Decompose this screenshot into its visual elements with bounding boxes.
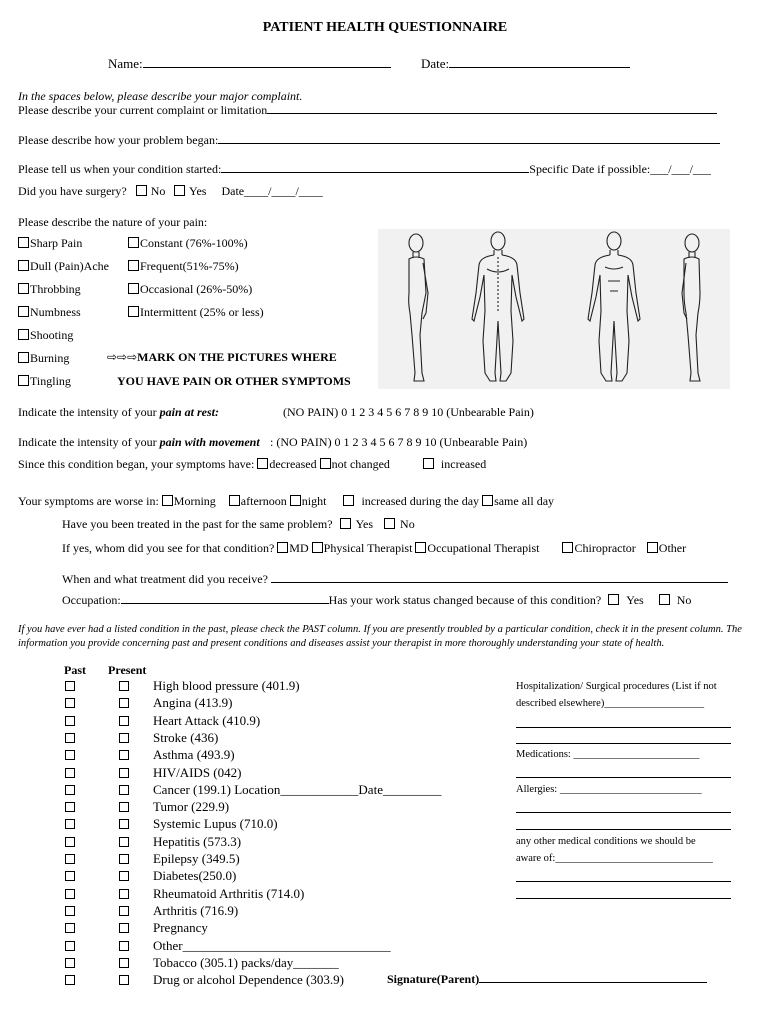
since-row bbox=[18, 457, 486, 472]
intensity-rest-row bbox=[18, 405, 219, 420]
other-label: Other bbox=[658, 541, 687, 555]
intensity-rest-scale[interactable]: (NO PAIN) 0 1 2 3 4 5 6 7 8 9 10 (Unbearable Pain) bbox=[283, 405, 534, 419]
md-checkbox[interactable] bbox=[277, 542, 288, 553]
condition-label: Asthma (493.9) bbox=[153, 747, 235, 763]
pain-type-label: Dull (Pain)Ache bbox=[30, 259, 109, 273]
condition-label: Tumor (229.9) bbox=[153, 799, 230, 815]
work-no-label: No bbox=[676, 593, 692, 607]
present-checkbox[interactable] bbox=[119, 802, 129, 812]
name-line bbox=[143, 67, 391, 68]
past-checkbox[interactable] bbox=[65, 733, 75, 743]
past-checkbox[interactable] bbox=[65, 698, 75, 708]
pain-freq-label: Intermittent (25% or less) bbox=[140, 305, 264, 319]
treated-label: Have you been treated in the past for the same problem? bbox=[62, 517, 333, 531]
pain-type-label: Tingling bbox=[30, 374, 71, 388]
occupation-row bbox=[62, 593, 691, 608]
history-note: If you have ever had a listed condition in the past, please check the PAST column. If you are presently troubled by a particular condition, check it in the present column. The information you provide concerning past and present conditions and diseases assist your therapist in more thoroughly understanding your state of health. bbox=[18, 624, 742, 649]
body-figures-icon bbox=[378, 229, 730, 389]
pain-type-item[interactable] bbox=[18, 374, 71, 389]
pain-type-label: Sharp Pain bbox=[30, 236, 83, 250]
condition-label: Diabetes(250.0) bbox=[153, 868, 237, 884]
past-checkbox[interactable] bbox=[65, 941, 75, 951]
checkbox[interactable] bbox=[128, 260, 139, 271]
mark-instruction-line2: YOU HAVE PAIN OR OTHER SYMPTOMS bbox=[117, 374, 351, 388]
present-checkbox[interactable] bbox=[119, 698, 129, 708]
past-checkbox[interactable] bbox=[65, 871, 75, 881]
pain-type-item[interactable] bbox=[18, 282, 81, 297]
condition-label: Cancer (199.1) Location____________Date_________ bbox=[153, 781, 442, 797]
condition-label: Epilepsy (349.5) bbox=[153, 851, 240, 866]
complaint-label: Please describe your current complaint or limitation bbox=[18, 103, 268, 117]
signature-field[interactable] bbox=[387, 972, 707, 987]
checkbox[interactable] bbox=[18, 237, 29, 248]
signature-label: Signature(Parent) bbox=[387, 972, 480, 986]
increased-label: increased bbox=[440, 457, 487, 471]
pain-type-label: Burning bbox=[30, 351, 70, 365]
present-checkbox[interactable] bbox=[119, 733, 129, 743]
condition-label: Heart Attack (410.9) bbox=[153, 712, 261, 728]
past-checkbox[interactable] bbox=[65, 681, 75, 691]
past-checkbox[interactable] bbox=[65, 802, 75, 812]
treated-no-checkbox[interactable] bbox=[384, 518, 395, 529]
morning-checkbox[interactable] bbox=[162, 495, 173, 506]
decreased-label: decreased bbox=[269, 457, 317, 471]
past-checkbox[interactable] bbox=[65, 889, 75, 899]
past-checkbox[interactable] bbox=[65, 819, 75, 829]
pt-checkbox[interactable] bbox=[312, 542, 323, 553]
present-checkbox[interactable] bbox=[119, 837, 129, 847]
past-checkbox[interactable] bbox=[65, 975, 75, 985]
mark-text: MARK ON THE PICTURES WHERE bbox=[137, 350, 337, 364]
body-side-left-icon bbox=[409, 234, 428, 381]
condition-label: Stroke (436) bbox=[153, 729, 219, 745]
whom-label: If yes, whom did you see for that condition? bbox=[62, 541, 275, 555]
increased-day-label: increased during the day bbox=[361, 494, 480, 508]
whom-row bbox=[62, 541, 686, 556]
past-checkbox[interactable] bbox=[65, 716, 75, 726]
began-label: Please describe how your problem began: bbox=[18, 133, 219, 147]
not-changed-label: not changed bbox=[331, 457, 390, 471]
occupation-label: Occupation: bbox=[62, 593, 121, 607]
condition-label: Drug or alcohol Dependence (303.9) bbox=[153, 972, 344, 988]
condition-label: Pregnancy bbox=[153, 920, 208, 936]
present-checkbox[interactable] bbox=[119, 889, 129, 899]
hosp-label: Hospitalization/ Surgical procedures (List if not bbox=[516, 681, 717, 692]
present-checkbox[interactable] bbox=[119, 854, 129, 864]
checkbox[interactable] bbox=[18, 260, 29, 271]
signature-line bbox=[479, 982, 707, 983]
surgery-label: Did you have surgery? bbox=[18, 184, 127, 198]
past-checkbox[interactable] bbox=[65, 768, 75, 778]
surgery-yes-label: Yes bbox=[188, 184, 207, 198]
present-checkbox[interactable] bbox=[119, 819, 129, 829]
night-label: night bbox=[301, 494, 327, 508]
ot-checkbox[interactable] bbox=[415, 542, 426, 553]
name-label: Name: bbox=[108, 56, 143, 71]
present-checkbox[interactable] bbox=[119, 750, 129, 760]
pain-type-label: Numbness bbox=[30, 305, 81, 319]
afternoon-label: afternoon bbox=[240, 494, 287, 508]
other-checkbox[interactable] bbox=[647, 542, 658, 553]
chiro-label: Chiropractor bbox=[574, 541, 636, 555]
worse-label: Your symptoms are worse in: bbox=[18, 494, 159, 508]
treatment-field[interactable] bbox=[62, 572, 728, 587]
present-checkbox[interactable] bbox=[119, 975, 129, 985]
condition-label: Tobacco (305.1) packs/day_______ bbox=[153, 954, 339, 970]
past-checkbox[interactable] bbox=[65, 854, 75, 864]
present-checkbox[interactable] bbox=[119, 768, 129, 778]
body-diagram[interactable] bbox=[378, 229, 730, 389]
checkbox[interactable] bbox=[128, 306, 139, 317]
medications-field[interactable]: Medications: ________________________ bbox=[516, 749, 700, 760]
body-back-icon bbox=[472, 232, 524, 381]
checkbox[interactable] bbox=[18, 306, 29, 317]
condition-label: Other________________________________ bbox=[153, 937, 391, 953]
work-yes-label: Yes bbox=[626, 593, 644, 607]
past-checkbox[interactable] bbox=[65, 785, 75, 795]
surgery-row bbox=[18, 184, 323, 199]
other-conditions-label: any other medical conditions we should be bbox=[516, 836, 696, 847]
pt-label: Physical Therapist bbox=[323, 541, 413, 555]
intensity-move-label: Indicate the intensity of your bbox=[18, 435, 160, 449]
allergies-field[interactable]: Allergies: ___________________________ bbox=[516, 784, 702, 795]
occupation-line[interactable] bbox=[121, 603, 329, 604]
pain-freq-label: Frequent(51%-75%) bbox=[140, 259, 239, 273]
checkbox[interactable] bbox=[128, 237, 139, 248]
past-checkbox[interactable] bbox=[65, 958, 75, 968]
condition-label: Arthritis (716.9) bbox=[153, 902, 239, 918]
treatment-line bbox=[271, 582, 728, 583]
pain-freq-item[interactable] bbox=[128, 282, 252, 297]
date-label: Date: bbox=[421, 56, 450, 71]
other-conditions-field[interactable]: aware of:______________________________ bbox=[516, 853, 713, 864]
name-field[interactable] bbox=[108, 56, 391, 72]
md-label: MD bbox=[289, 541, 309, 555]
pain-freq-label: Occasional (26%-50%) bbox=[140, 282, 253, 296]
past-checkbox[interactable] bbox=[65, 750, 75, 760]
condition-label: Rheumatoid Arthritis (714.0) bbox=[153, 885, 305, 901]
past-checkbox[interactable] bbox=[65, 906, 75, 916]
other-conditions-line-1[interactable] bbox=[516, 881, 731, 882]
began-field[interactable] bbox=[18, 133, 720, 148]
checkbox[interactable] bbox=[18, 352, 29, 363]
treated-yes-label: Yes bbox=[355, 517, 374, 531]
specific-date-label: Specific Date if possible:___/___/___ bbox=[529, 162, 711, 176]
intensity-rest-label: Indicate the intensity of your bbox=[18, 405, 160, 419]
body-side-right-icon bbox=[682, 234, 700, 381]
past-checkbox[interactable] bbox=[65, 837, 75, 847]
date-line bbox=[449, 67, 630, 68]
present-checkbox[interactable] bbox=[119, 958, 129, 968]
intensity-move-scale[interactable]: : (NO PAIN) 0 1 2 3 4 5 6 7 8 9 10 (Unbearable Pain) bbox=[270, 435, 528, 449]
allergies-line-1[interactable] bbox=[516, 812, 731, 813]
pain-type-item[interactable] bbox=[18, 351, 69, 366]
condition-label: Hepatitis (573.3) bbox=[153, 833, 242, 849]
increased-checkbox[interactable] bbox=[423, 458, 434, 469]
pain-type-label: Throbbing bbox=[30, 282, 81, 296]
condition-label: HIV/AIDS (042) bbox=[153, 764, 242, 780]
complaint-field[interactable] bbox=[18, 103, 717, 118]
not-changed-checkbox[interactable] bbox=[320, 458, 331, 469]
since-label: Since this condition began, your symptoms have: bbox=[18, 457, 255, 471]
hosp-line-2[interactable] bbox=[516, 743, 731, 744]
present-checkbox[interactable] bbox=[119, 785, 129, 795]
chiro-checkbox[interactable] bbox=[562, 542, 573, 553]
nature-label: Please describe the nature of your pain: bbox=[18, 215, 208, 229]
surgery-no-label: No bbox=[150, 184, 166, 198]
checkbox[interactable] bbox=[18, 375, 29, 386]
past-column-header: Past bbox=[64, 663, 86, 677]
mark-instruction-line1 bbox=[107, 350, 337, 365]
work-status-label: Has your work status changed because of this condition? bbox=[328, 593, 602, 607]
other-conditions-line-2[interactable] bbox=[516, 898, 731, 899]
morning-label: Morning bbox=[173, 494, 216, 508]
started-label: Please tell us when your condition started: bbox=[18, 162, 222, 176]
condition-label: Angina (413.9) bbox=[153, 695, 233, 711]
treatment-label: When and what treatment did you receive? bbox=[62, 572, 271, 586]
past-checkbox[interactable] bbox=[65, 923, 75, 933]
surgery-no-checkbox[interactable] bbox=[136, 185, 147, 196]
body-front-icon bbox=[588, 232, 640, 381]
present-checkbox[interactable] bbox=[119, 871, 129, 881]
treated-no-label: No bbox=[400, 517, 415, 531]
treated-row bbox=[62, 517, 415, 532]
intro-text: In the spaces below, please describe your major complaint. bbox=[18, 89, 303, 103]
began-line bbox=[218, 143, 720, 144]
intensity-move-em: pain with movement bbox=[159, 435, 260, 449]
present-checkbox[interactable] bbox=[119, 716, 129, 726]
condition-label: High blood pressure (401.9) bbox=[153, 678, 300, 693]
treated-yes-checkbox[interactable] bbox=[340, 518, 351, 529]
checkbox[interactable] bbox=[18, 283, 29, 294]
condition-label: Systemic Lupus (710.0) bbox=[153, 816, 278, 832]
work-no-checkbox[interactable] bbox=[659, 594, 670, 605]
pain-type-item[interactable] bbox=[18, 328, 73, 343]
night-checkbox[interactable] bbox=[290, 495, 301, 506]
present-checkbox[interactable] bbox=[119, 681, 129, 691]
increased-day-checkbox[interactable] bbox=[343, 495, 354, 506]
pain-type-item[interactable] bbox=[18, 305, 81, 320]
afternoon-checkbox[interactable] bbox=[229, 495, 240, 506]
checkbox[interactable] bbox=[18, 329, 29, 340]
present-checkbox[interactable] bbox=[119, 906, 129, 916]
pain-freq-item[interactable] bbox=[128, 236, 248, 251]
medications-line[interactable] bbox=[516, 777, 731, 778]
work-yes-checkbox[interactable] bbox=[608, 594, 619, 605]
pain-type-label: Shooting bbox=[30, 328, 74, 342]
pain-freq-item[interactable] bbox=[128, 259, 239, 274]
arrow-right-icon: ⇨⇨⇨ bbox=[107, 350, 138, 364]
present-checkbox[interactable] bbox=[119, 923, 129, 933]
hosp-field[interactable]: described elsewhere)___________________ bbox=[516, 698, 705, 709]
allergies-line-2[interactable] bbox=[516, 829, 731, 830]
pain-type-item[interactable] bbox=[18, 259, 109, 274]
started-line bbox=[221, 172, 529, 173]
same-day-checkbox[interactable] bbox=[482, 495, 493, 506]
same-day-label: same all day bbox=[494, 494, 555, 508]
surgery-yes-checkbox[interactable] bbox=[174, 185, 185, 196]
started-field[interactable] bbox=[18, 162, 711, 177]
pain-freq-label: Constant (76%-100%) bbox=[140, 236, 248, 250]
pain-type-item[interactable] bbox=[18, 236, 82, 251]
form-title: PATIENT HEALTH QUESTIONNAIRE bbox=[262, 20, 508, 35]
worse-row bbox=[18, 494, 554, 509]
hosp-line-1[interactable] bbox=[516, 727, 731, 728]
complaint-line bbox=[267, 113, 717, 114]
present-checkbox[interactable] bbox=[119, 941, 129, 951]
present-column-header: Present bbox=[108, 663, 147, 677]
ot-label: Occupational Therapist bbox=[427, 541, 540, 555]
pain-freq-item[interactable] bbox=[128, 305, 264, 320]
surgery-date-field[interactable]: Date____/____/____ bbox=[221, 184, 323, 198]
intensity-rest-em: pain at rest: bbox=[159, 405, 219, 419]
decreased-checkbox[interactable] bbox=[257, 458, 268, 469]
intensity-move-row bbox=[18, 435, 260, 450]
checkbox[interactable] bbox=[128, 283, 139, 294]
date-field[interactable] bbox=[421, 56, 630, 72]
